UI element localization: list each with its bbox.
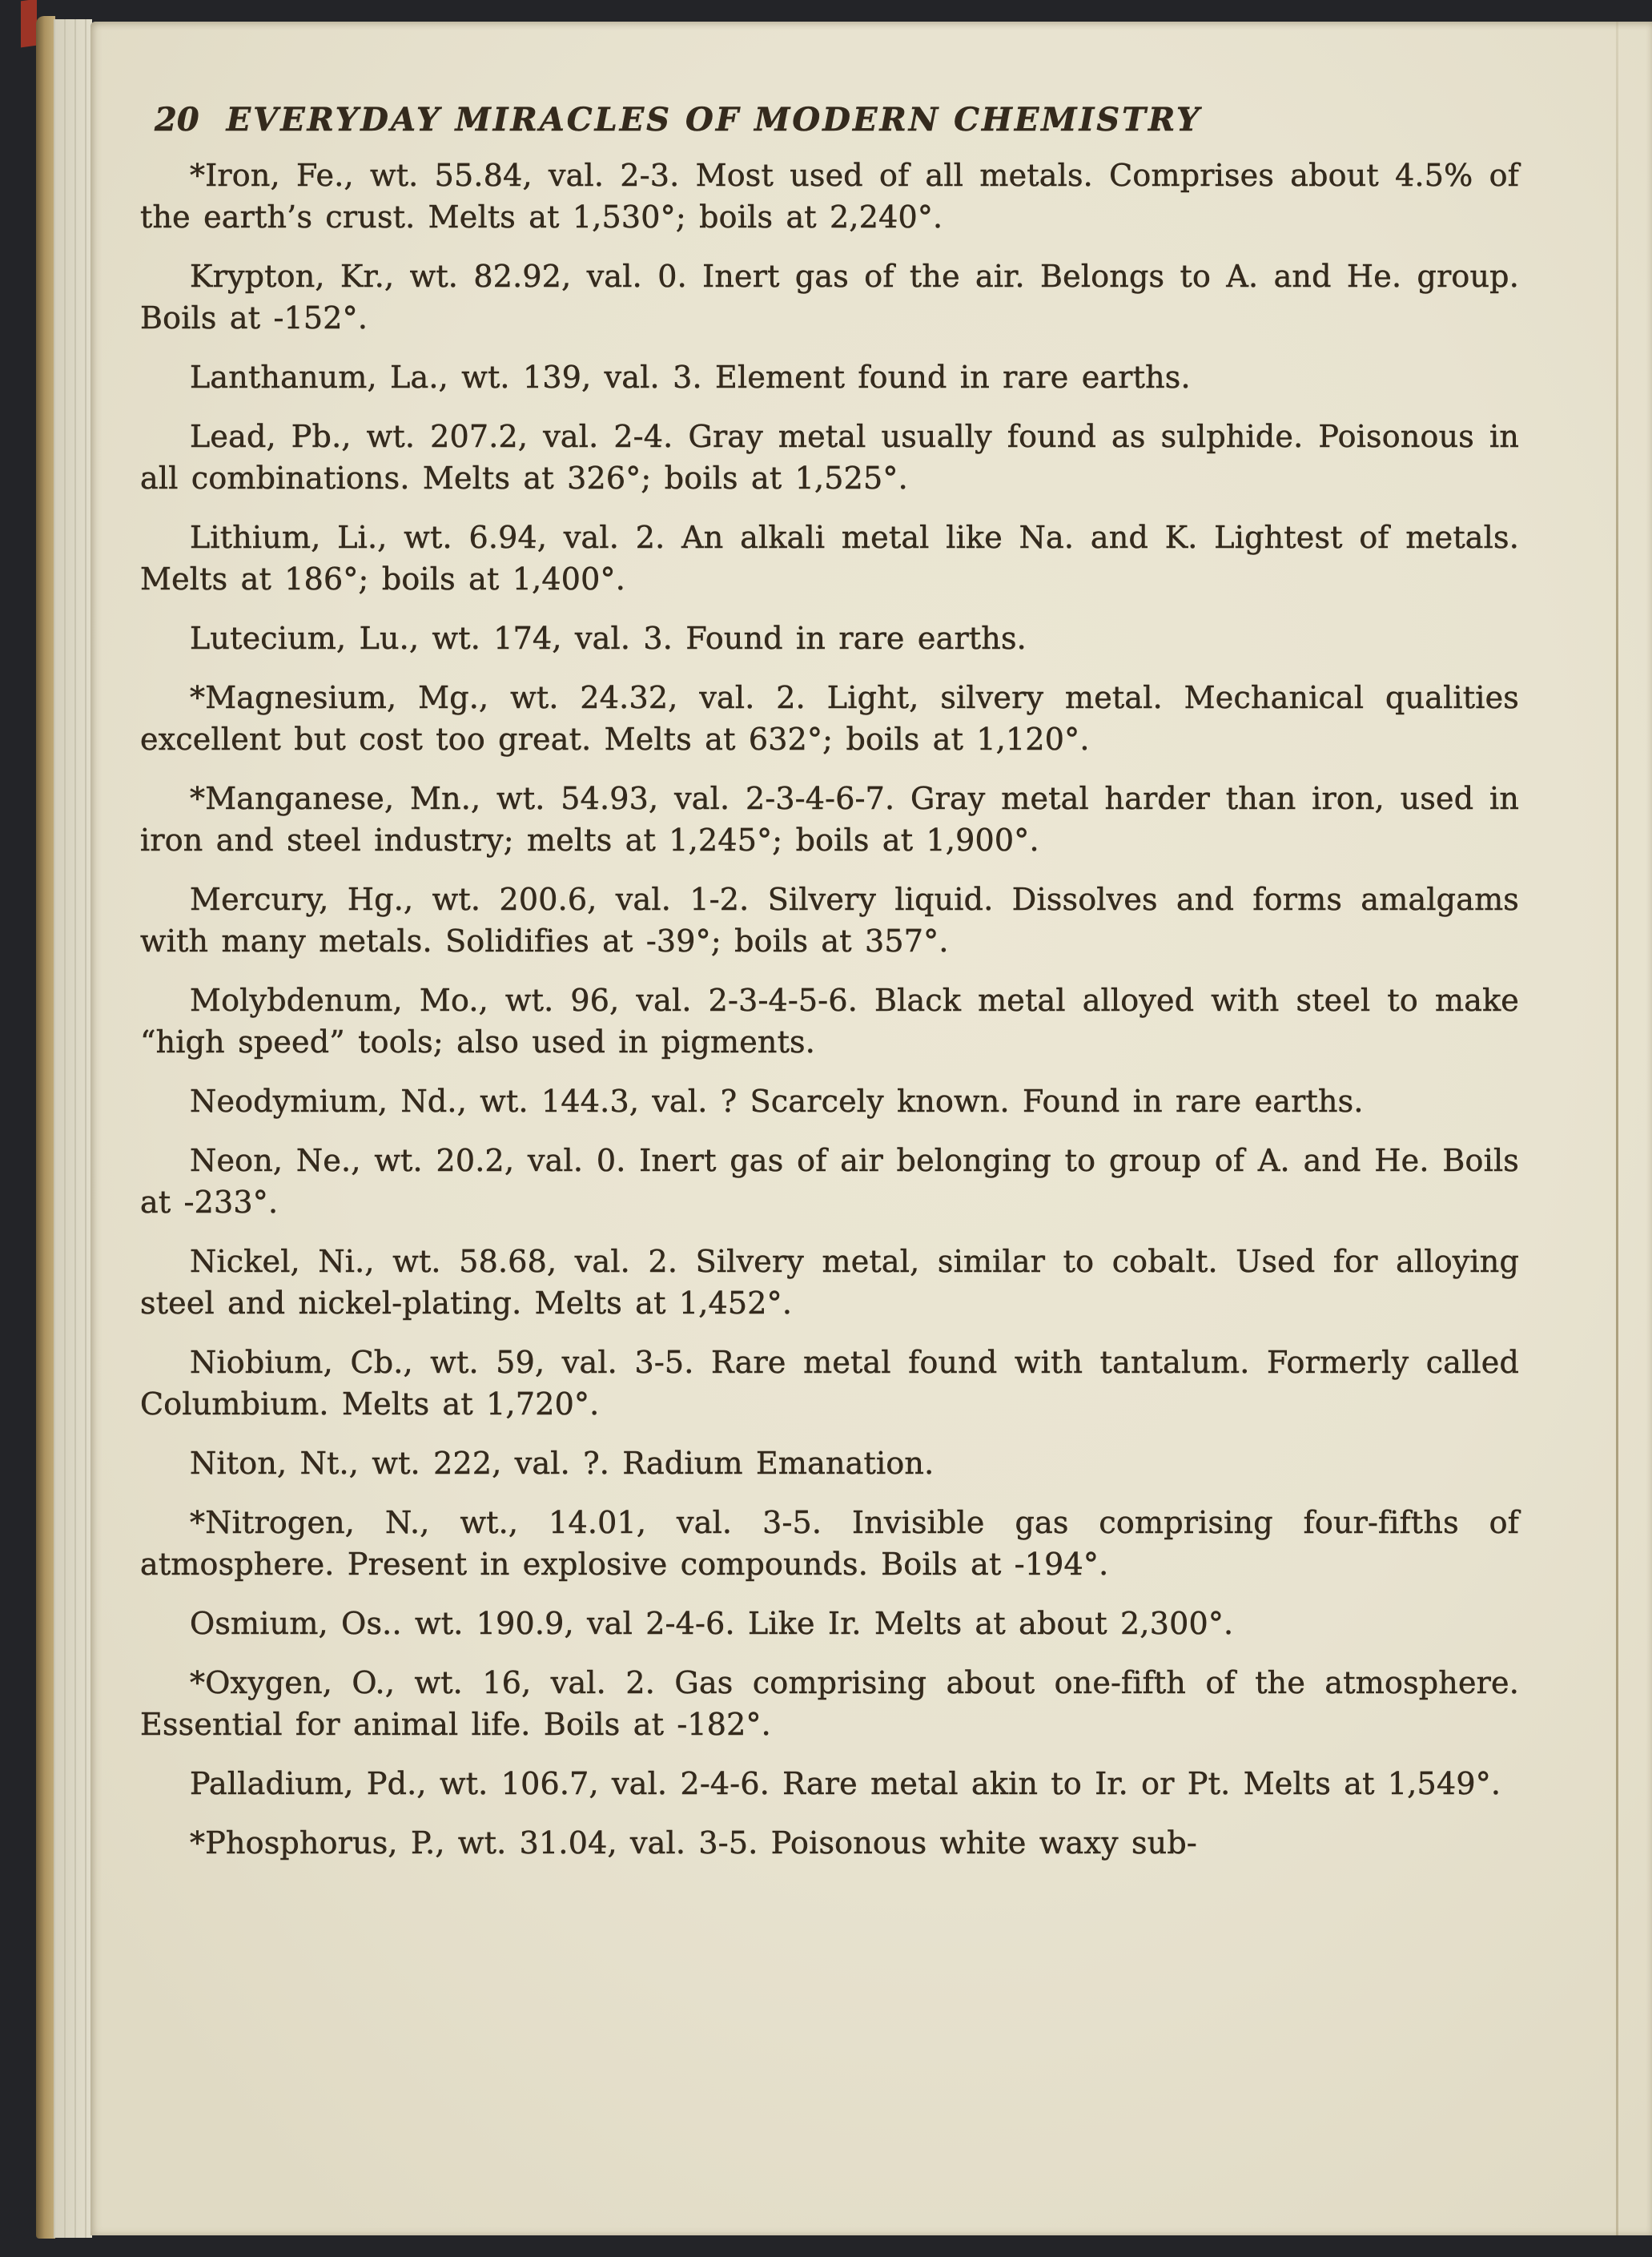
element-entry: *Nitrogen, N., wt., 14.01, val. 3-5. Invisible gas comprising four-fifths of atmosphere. Present in explosive compounds. Boils at -194°.: [140, 1505, 1519, 1582]
element-entry: Lead, Pb., wt. 207.2, val. 2-4. Gray metal usually found as sulphide. Poisonous in all combinations. Melts at 326°; boils at 1,525°.: [140, 419, 1519, 496]
element-entry: *Oxygen, O., wt. 16, val. 2. Gas comprising about one-fifth of the atmosphere. Essential for animal life. Boils at -182°.: [140, 1665, 1519, 1742]
page-title: EVERYDAY MIRACLES OF MODERN CHEMISTRY: [226, 101, 1202, 139]
book-cover-edge: [36, 16, 55, 2239]
element-entry: *Phosphorus, P., wt. 31.04, val. 3-5. Poisonous white waxy sub-: [190, 1825, 1197, 1861]
red-binding-corner: [21, 0, 37, 47]
element-entry: Lithium, Li., wt. 6.94, val. 2. An alkali metal like Na. and K. Lightest of metals. Melts at 186°; boils at 1,400°.: [140, 520, 1519, 597]
page-crease-line: [1616, 22, 1618, 2235]
element-entry: Mercury, Hg., wt. 200.6, val. 1-2. Silvery liquid. Dissolves and forms amalgams with many metals. Solidifies at -39°; boils at 357°.: [140, 882, 1519, 959]
element-entry: Palladium, Pd., wt. 106.7, val. 2-4-6. Rare metal akin to Ir. or Pt. Melts at 1,549°.: [190, 1766, 1501, 1801]
element-entry: *Magnesium, Mg., wt. 24.32, val. 2. Light, silvery metal. Mechanical qualities excellent but cost too great. Melts at 632°; boils at 1,120°.: [140, 680, 1519, 757]
page-content: [140, 102, 1519, 1881]
element-entry: *Iron, Fe., wt. 55.84, val. 2-3. Most used of all metals. Comprises about 4.5% of the earth’s crust. Melts at 1,530°; boils at 2,240°.: [140, 158, 1519, 235]
page-edge-stack: [54, 19, 92, 2238]
element-entry: Lanthanum, La., wt. 139, val. 3. Element found in rare earths.: [190, 360, 1191, 395]
book-page: [90, 22, 1652, 2235]
page-number: 20: [155, 101, 199, 139]
element-entry: Neon, Ne., wt. 20.2, val. 0. Inert gas of air belonging to group of A. and He. Boils at -233°.: [140, 1143, 1519, 1220]
element-entry: Niton, Nt., wt. 222, val. ?. Radium Emanation.: [190, 1446, 935, 1481]
element-entry: *Manganese, Mn., wt. 54.93, val. 2-3-4-6-7. Gray metal harder than iron, used in iron and steel industry; melts at 1,245°; boils at 1,900°.: [140, 781, 1519, 858]
running-header: [140, 102, 1519, 139]
element-entry: Niobium, Cb., wt. 59, val. 3-5. Rare metal found with tantalum. Formerly called Columbium. Melts at 1,720°.: [140, 1345, 1519, 1422]
element-entry: Nickel, Ni., wt. 58.68, val. 2. Silvery metal, similar to cobalt. Used for alloying steel and nickel-plating. Melts at 1,452°.: [140, 1244, 1519, 1321]
element-entry-list: [140, 155, 1519, 1864]
element-entry: Neodymium, Nd., wt. 144.3, val. ? Scarcely known. Found in rare earths.: [190, 1084, 1364, 1119]
element-entry: Molybdenum, Mo., wt. 96, val. 2-3-4-5-6. Black metal alloyed with steel to make “high speed” tools; also used in pigments.: [140, 983, 1519, 1060]
element-entry: Osmium, Os.. wt. 190.9, val 2-4-6. Like Ir. Melts at about 2,300°.: [190, 1606, 1234, 1641]
element-entry: Krypton, Kr., wt. 82.92, val. 0. Inert gas of the air. Belongs to A. and He. group. Boils at -152°.: [140, 259, 1519, 336]
element-entry: Lutecium, Lu., wt. 174, val. 3. Found in rare earths.: [190, 621, 1027, 656]
